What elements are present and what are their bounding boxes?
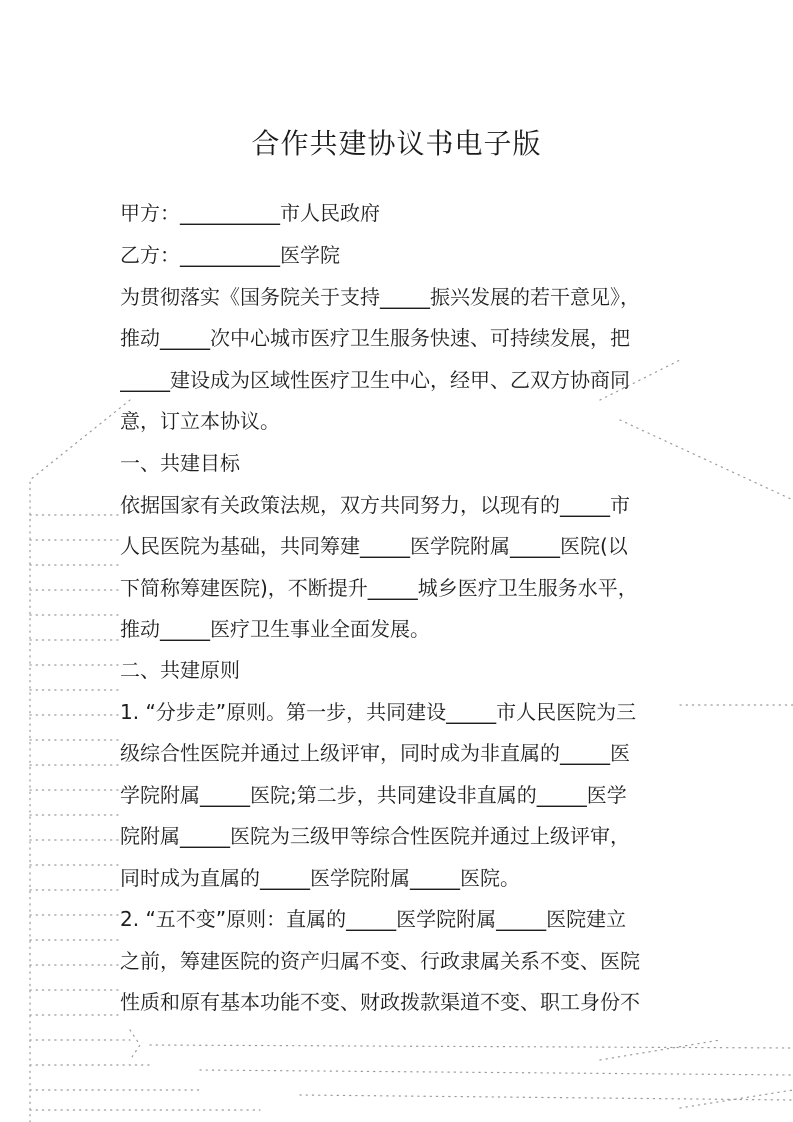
body-line: 之前，筹建医院的资产归属不变、行政隶属关系不变、医院 [120,949,640,973]
body-line: 1. “分步走”原则。第一步，共同建设_____市人民医院为三 [120,700,637,724]
body-line: 学院附属_____医院;第二步，共同建设非直属的_____医学 [120,783,627,807]
section-heading: 一、共建目标 [120,451,240,475]
body-line: 性质和原有基本功能不变、财政拨款渠道不变、职工身份不 [120,990,640,1014]
body-line: 同时成为直属的_____医学院附属_____医院。 [120,866,520,890]
body-line: 级综合性医院并通过上级评审，同时成为非直属的_____医 [120,741,630,765]
party-a-line: 甲方：__________市人民政府 [120,201,380,225]
body-line: 人民医院为基础，共同筹建_____医学院附属_____医院(以 [120,534,628,558]
body-line: 推动_____医疗卫生事业全面发展。 [120,617,430,641]
body-line: 依据国家有关政策法规，双方共同努力，以现有的_____市 [120,493,630,517]
body-line: _____建设成为区域性医疗卫生中心，经甲、乙双方协商同 [120,368,630,392]
body-line: 院附属_____医院为三级甲等综合性医院并通过上级评审， [120,824,630,848]
body-line: 2. “五不变”原则：直属的_____医学院附属_____医院建立 [120,907,627,931]
body-line: 意，订立本协议。 [120,409,280,433]
body-line: 为贯彻落实《国务院关于支持_____振兴发展的若干意见》， [120,285,640,309]
document-title: 合作共建协议书电子版 [251,127,542,160]
section-heading: 二、共建原则 [120,658,240,682]
body-line: 下简称筹建医院)，不断提升_____城乡医疗卫生服务水平， [120,576,638,600]
party-b-line: 乙方：__________医学院 [120,243,340,267]
body-line: 推动_____次中心城市医疗卫生服务快速、可持续发展，把 [120,326,630,350]
